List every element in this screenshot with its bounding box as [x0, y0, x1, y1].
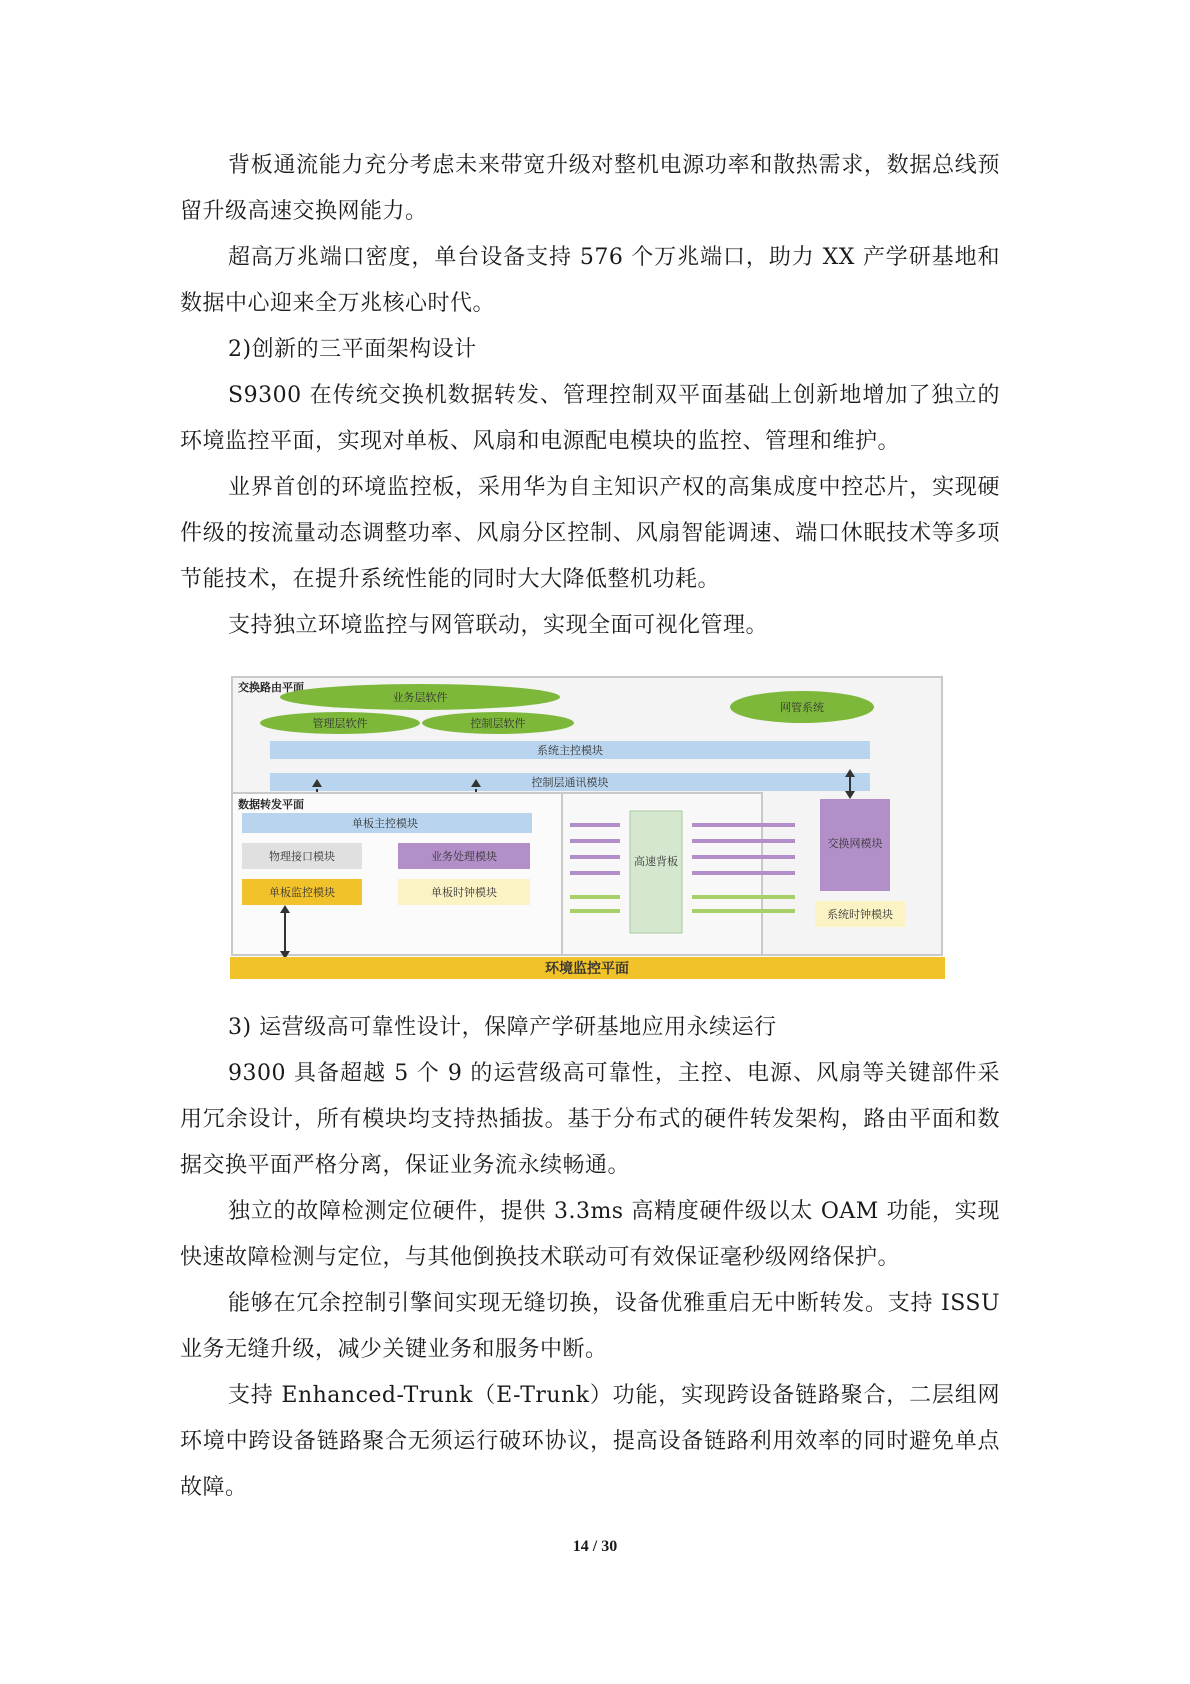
switch-fabric-label: 交换网模块: [827, 837, 883, 850]
paragraph-carrier-grade: 9300 具备超越 5 个 9 的运营级高可靠性，主控、电源、风扇等关键部件采用冗余设计，所有模块均支持热插拔。基于分布式的硬件转发架构，路由平面和数据交换平面严格分离，保证业务流永续畅通。: [180, 1061, 1000, 1178]
phy-if-label: 物理接口模块: [269, 850, 335, 863]
paragraph-s9300: S9300 在传统交换机数据转发、管理控制双平面基础上创新地增加了独立的环境监控平面，实现对单板、风扇和电源配电模块的监控、管理和维护。: [180, 383, 1000, 454]
routing-plane-label: 交换路由平面: [238, 681, 304, 694]
paragraph-issu: 能够在冗余控制引擎间实现无缝切换，设备优雅重启无中断转发。支持 ISSU 业务无缝升级，减少关键业务和服务中断。: [180, 1291, 1000, 1362]
paragraph-nms-linkage: 支持独立环境监控与网管联动，实现全面可视化管理。: [228, 613, 769, 638]
backplane-label: 高速背板: [634, 855, 678, 868]
business-sw-label: 业务层软件: [392, 691, 448, 704]
data-plane-label: 数据转发平面: [238, 798, 304, 811]
nms-label: 网管系统: [780, 701, 824, 714]
sys-clock-label: 系统时钟模块: [827, 908, 893, 921]
board-clock-label: 单板时钟模块: [431, 886, 497, 899]
section-heading-3-plane: 2)创新的三平面架构设计: [228, 337, 477, 362]
board-monitor-label: 单板监控模块: [269, 886, 335, 899]
section-heading-reliability: 3) 运营级高可靠性设计，保障产学研基地应用永续运行: [228, 1015, 777, 1040]
paragraph-env-monitor-board: 业界首创的环境监控板，采用华为自主知识产权的高集成度中控芯片，实现硬件级的按流量动态调整功率、风扇分区控制、风扇智能调速、端口休眠技术等多项节能技术，在提升系统性能的同时大大降低整机功耗。: [180, 475, 1000, 592]
architecture-diagram: [230, 675, 945, 980]
paragraph-backplane: 背板通流能力充分考虑未来带宽升级对整机电源功率和散热需求，数据总线预留升级高速交换网能力。: [180, 153, 1000, 224]
page-number: 14 / 30: [572, 1538, 618, 1555]
env-plane-label: 环境监控平面: [545, 961, 629, 977]
ctrl-comm-label: 控制层通讯模块: [531, 776, 609, 789]
paragraph-fault-detection: 独立的故障检测定位硬件，提供 3.3ms 高精度硬件级以太 OAM 功能，实现快速故障检测与定位，与其他倒换技术联动可有效保证毫秒级网络保护。: [180, 1199, 1000, 1270]
paragraph-port-density: 超高万兆端口密度，单台设备支持 576 个万兆端口，助力 XX 产学研基地和数据中心迎来全万兆核心时代。: [180, 245, 1000, 316]
board-main-ctrl-label: 单板主控模块: [352, 817, 418, 830]
paragraph-etrunk: 支持 Enhanced-Trunk（E-Trunk）功能，实现跨设备链路聚合，二层组网环境中跨设备链路聚合无须运行破环协议，提高设备链路利用效率的同时避免单点故障。: [180, 1383, 1000, 1500]
svc-proc-label: 业务处理模块: [431, 850, 497, 863]
mgmt-sw-label: 管理层软件: [312, 717, 368, 730]
backplane-box: [630, 811, 682, 933]
sys-main-ctrl-label: 系统主控模块: [537, 744, 603, 757]
ctrl-sw-label: 控制层软件: [470, 717, 526, 730]
